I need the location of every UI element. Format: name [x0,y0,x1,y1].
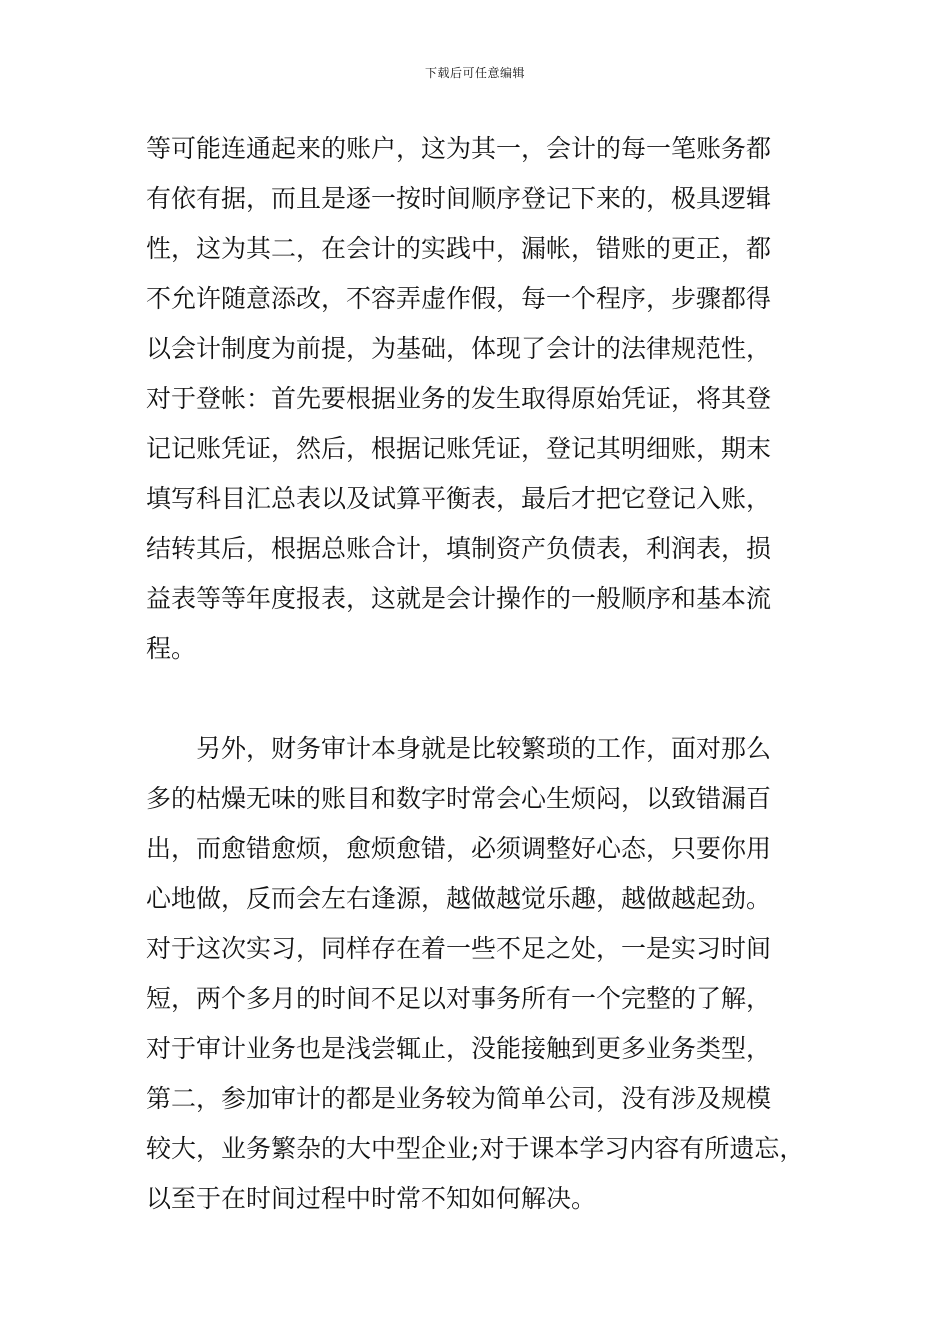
paragraph-line: 第二，参加审计的都是业务较为简单公司，没有涉及规模 [146,1084,772,1113]
paragraph-line: 填写科目汇总表以及试算平衡表，最后才把它登记入账， [146,484,772,513]
paragraph-line: 不允许随意添改，不容弄虚作假，每一个程序，步骤都得 [146,284,772,313]
paragraph-line: 有依有据，而且是逐一按时间顺序登记下来的，极具逻辑 [146,184,772,213]
paragraph-line: 记记账凭证，然后，根据记账凭证，登记其明细账，期末 [146,434,772,463]
paragraph-line: 较大，业务繁杂的大中型企业;对于课本学习内容有所遗忘， [146,1134,805,1163]
paragraph-line: 对于登帐：首先要根据业务的发生取得原始凭证，将其登 [146,384,772,413]
paragraph-line: 以至于在时间过程中时常不知如何解决。 [146,1184,597,1213]
paragraph-line: 出，而愈错愈烦，愈烦愈错，必须调整好心态，只要你用 [146,834,772,863]
paragraph-1 [146,124,836,674]
paragraph-line: 以会计制度为前提，为基础，体现了会计的法律规范性， [146,334,772,363]
paragraph-line: 性，这为其二，在会计的实践中，漏帐，错账的更正，都 [146,234,772,263]
paragraph-line: 对于审计业务也是浅尝辄止，没能接触到更多业务类型， [146,1034,772,1063]
paragraph-line: 程。 [146,634,197,663]
paragraph-line: 另外，财务审计本身就是比较繁琐的工作，面对那么 [196,734,772,763]
paragraph-line: 结转其后，根据总账合计，填制资产负债表，利润表，损 [146,534,772,563]
paragraph-2 [146,724,836,1224]
paragraph-line: 多的枯燥无味的账目和数字时常会心生烦闷，以致错漏百 [146,784,772,813]
paragraph-line: 对于这次实习，同样存在着一些不足之处，一是实习时间 [146,934,772,963]
paragraph-line: 益表等等年度报表，这就是会计操作的一般顺序和基本流 [146,584,772,613]
paragraph-line: 短，两个多月的时间不足以对事务所有一个完整的了解， [146,984,772,1013]
paragraph-line: 等可能连通起来的账户，这为其一，会计的每一笔账务都 [146,134,772,163]
paragraph-line: 心地做，反而会左右逢源，越做越觉乐趣，越做越起劲。 [146,884,772,913]
page-header: 下载后可任意编辑 [424,66,525,80]
